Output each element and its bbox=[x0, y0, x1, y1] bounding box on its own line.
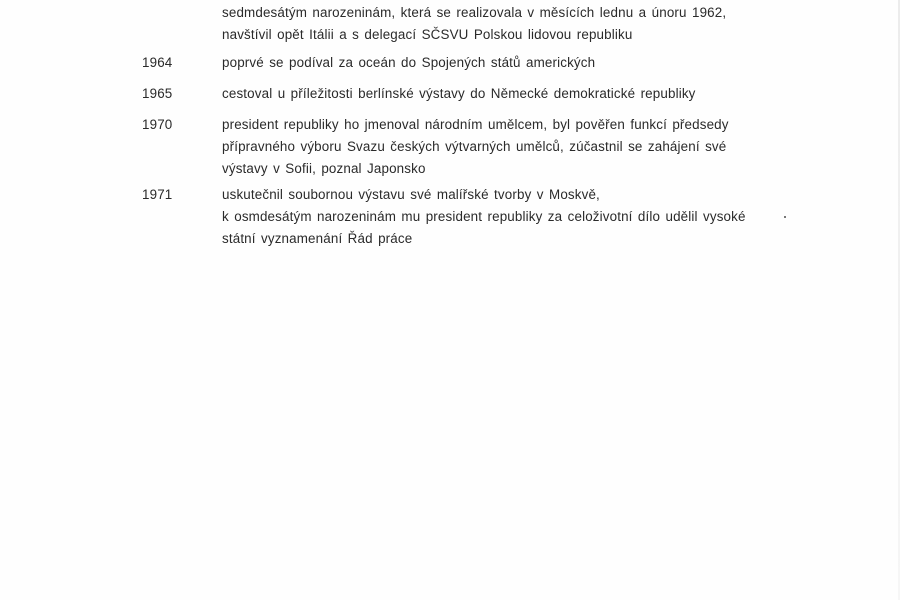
entry-year: 1971 bbox=[142, 187, 173, 202]
entry-year: 1965 bbox=[142, 86, 173, 101]
entry-text-line: výstavy v Sofii, poznal Japonsko bbox=[222, 161, 426, 176]
entry-text-line: cestoval u příležitosti berlínské výstavy do Německé demokratické republiky bbox=[222, 86, 696, 101]
entry-text-line: přípravného výboru Svazu českých výtvarných umělců, zúčastnil se zahájení své bbox=[222, 139, 727, 154]
ink-speck bbox=[784, 216, 786, 218]
entry-year: 1964 bbox=[142, 55, 173, 70]
entry-year: 1970 bbox=[142, 117, 173, 132]
entry-text-line: poprvé se podíval za oceán do Spojených států amerických bbox=[222, 55, 596, 70]
entry-text-line: státní vyznamenání Řád práce bbox=[222, 231, 413, 246]
entry-text-line: uskutečnil soubornou výstavu své malířské tvorby v Moskvě, bbox=[222, 187, 600, 202]
continuation-line: sedmdesátým narozeninám, která se realizovala v měsících lednu a únoru 1962, bbox=[222, 5, 727, 20]
entry-text-line: president republiky ho jmenoval národním umělcem, byl pověřen funkcí předsedy bbox=[222, 117, 729, 132]
entry-text-line: k osmdesátým narozeninám mu president republiky za celoživotní dílo udělil vysoké bbox=[222, 209, 746, 224]
continuation-line: navštívil opět Itálii a s delegací SČSVU Polskou lidovou republiku bbox=[222, 27, 633, 42]
